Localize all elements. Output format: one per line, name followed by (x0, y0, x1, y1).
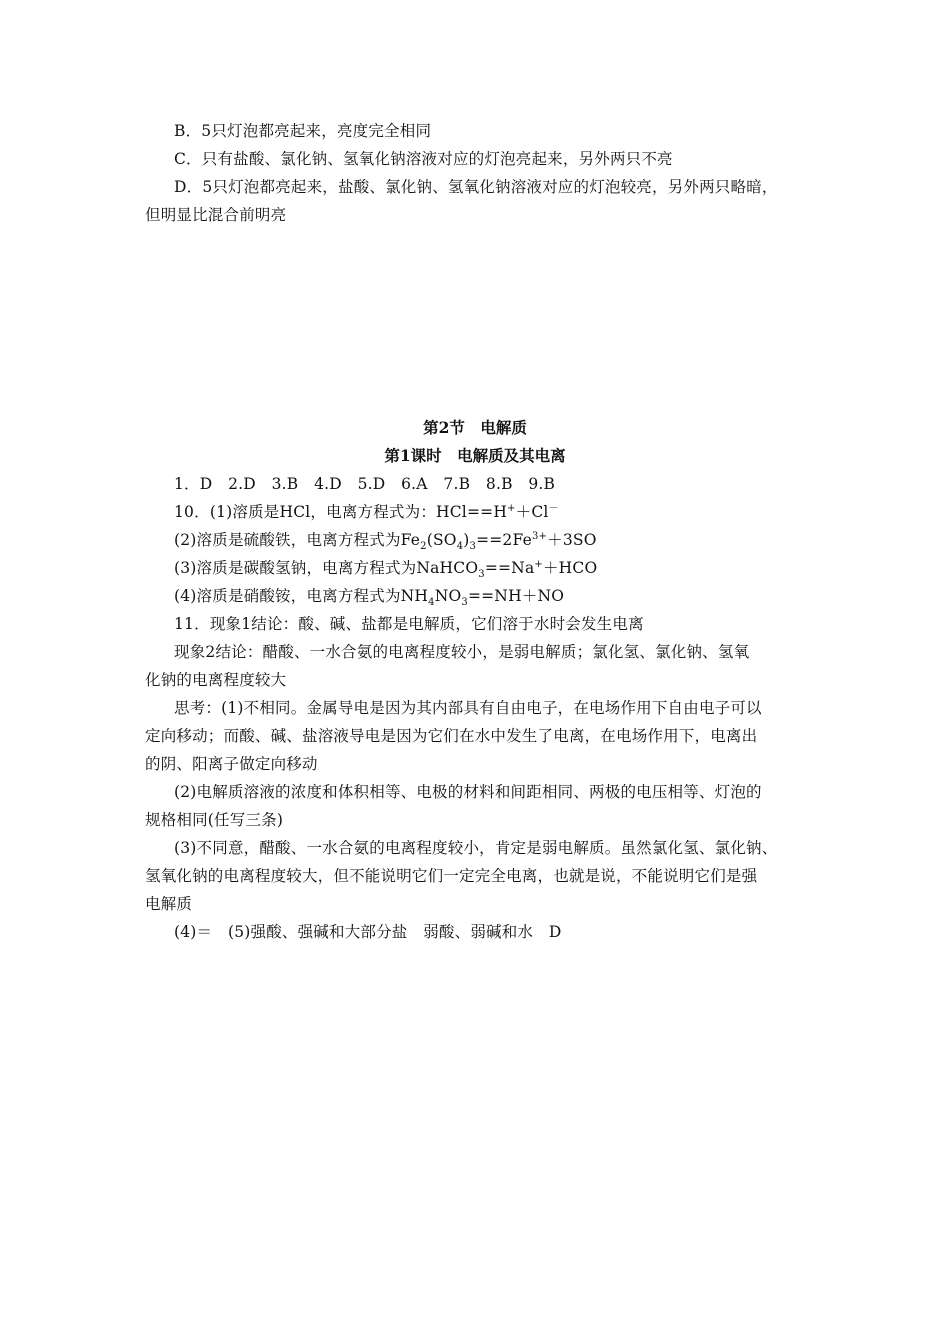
think-1-line-3: 的阴、阳离子做定向移动 (145, 755, 318, 773)
q10-part-1: 10．(1)溶质是HCl，电离方程式为：HCl==H+＋Cl－ (174, 502, 559, 521)
lesson-title: 第1课时 电解质及其电离 (384, 446, 566, 465)
think-1-line-1: 思考：(1)不相同。金属导电是因为其内部具有自由电子，在电场作用下自由电子可以 (174, 699, 762, 717)
option-b: B．5只灯泡都亮起来，亮度完全相同 (174, 122, 432, 140)
multiple-choice-answers: 1．D 2.D 3.B 4.D 5.D 6.A 7.B 8.B 9.B (174, 475, 556, 493)
think-1-line-2: 定向移动；而酸、碱、盐溶液导电是因为它们在水中发生了电离，在电场作用下，电离出 (145, 727, 758, 745)
phenomenon-2-line-1: 现象2结论：醋酸、一水合氨的电离程度较小，是弱电解质；氯化氢、氯化钠、氢氧 (174, 643, 750, 661)
q10-part-2: (2)溶质是硫酸铁，电离方程式为$Fe_2(SO_4)_3==2Fe^{3+}+3SO$ (174, 530, 597, 553)
option-d-line-2: 但明显比混合前明亮 (145, 206, 287, 224)
think-3-line-2: 氢氧化钠的电离程度较大，但不能说明它们一定完全电离，也就是说，不能说明它们是强 (145, 867, 758, 885)
think-2-line-2: 规格相同(任写三条) (145, 811, 284, 829)
think-3-line-1: (3)不同意，醋酸、一水合氨的电离程度较小，肯定是弱电解质。虽然氯化氢、氯化钠、 (174, 839, 778, 857)
q11-phenomenon-1: 11．现象1结论：酸、碱、盐都是电解质，它们溶于水时会发生电离 (174, 615, 644, 633)
think-4-5-answers: (4)＝ (5)强酸、强碱和大部分盐 弱酸、弱碱和水 D (174, 923, 562, 941)
phenomenon-2-line-2: 化钠的电离程度较大 (145, 671, 287, 689)
q10-part-3: (3)溶质是碳酸氢钠，电离方程式为NaHCO$_3$==Na+＋HCO (174, 558, 598, 581)
q10-part-4: (4)溶质是硝酸铵，电离方程式为$NH_4NO_3==NH+NO$ (174, 587, 565, 609)
think-3-line-3: 电解质 (145, 895, 193, 913)
section-title: 第2节 电解质 (423, 418, 527, 437)
option-c: C．只有盐酸、氯化钠、氢氧化钠溶液对应的灯泡亮起来，另外两只不亮 (174, 150, 673, 168)
think-2-line-1: (2)电解质溶液的浓度和体积相等、电极的材料和间距相同、两极的电压相等、灯泡的 (174, 783, 762, 801)
option-d-line-1: D．5只灯泡都亮起来，盐酸、氯化钠、氢氧化钠溶液对应的灯泡较亮，另外两只略暗， (174, 178, 778, 196)
